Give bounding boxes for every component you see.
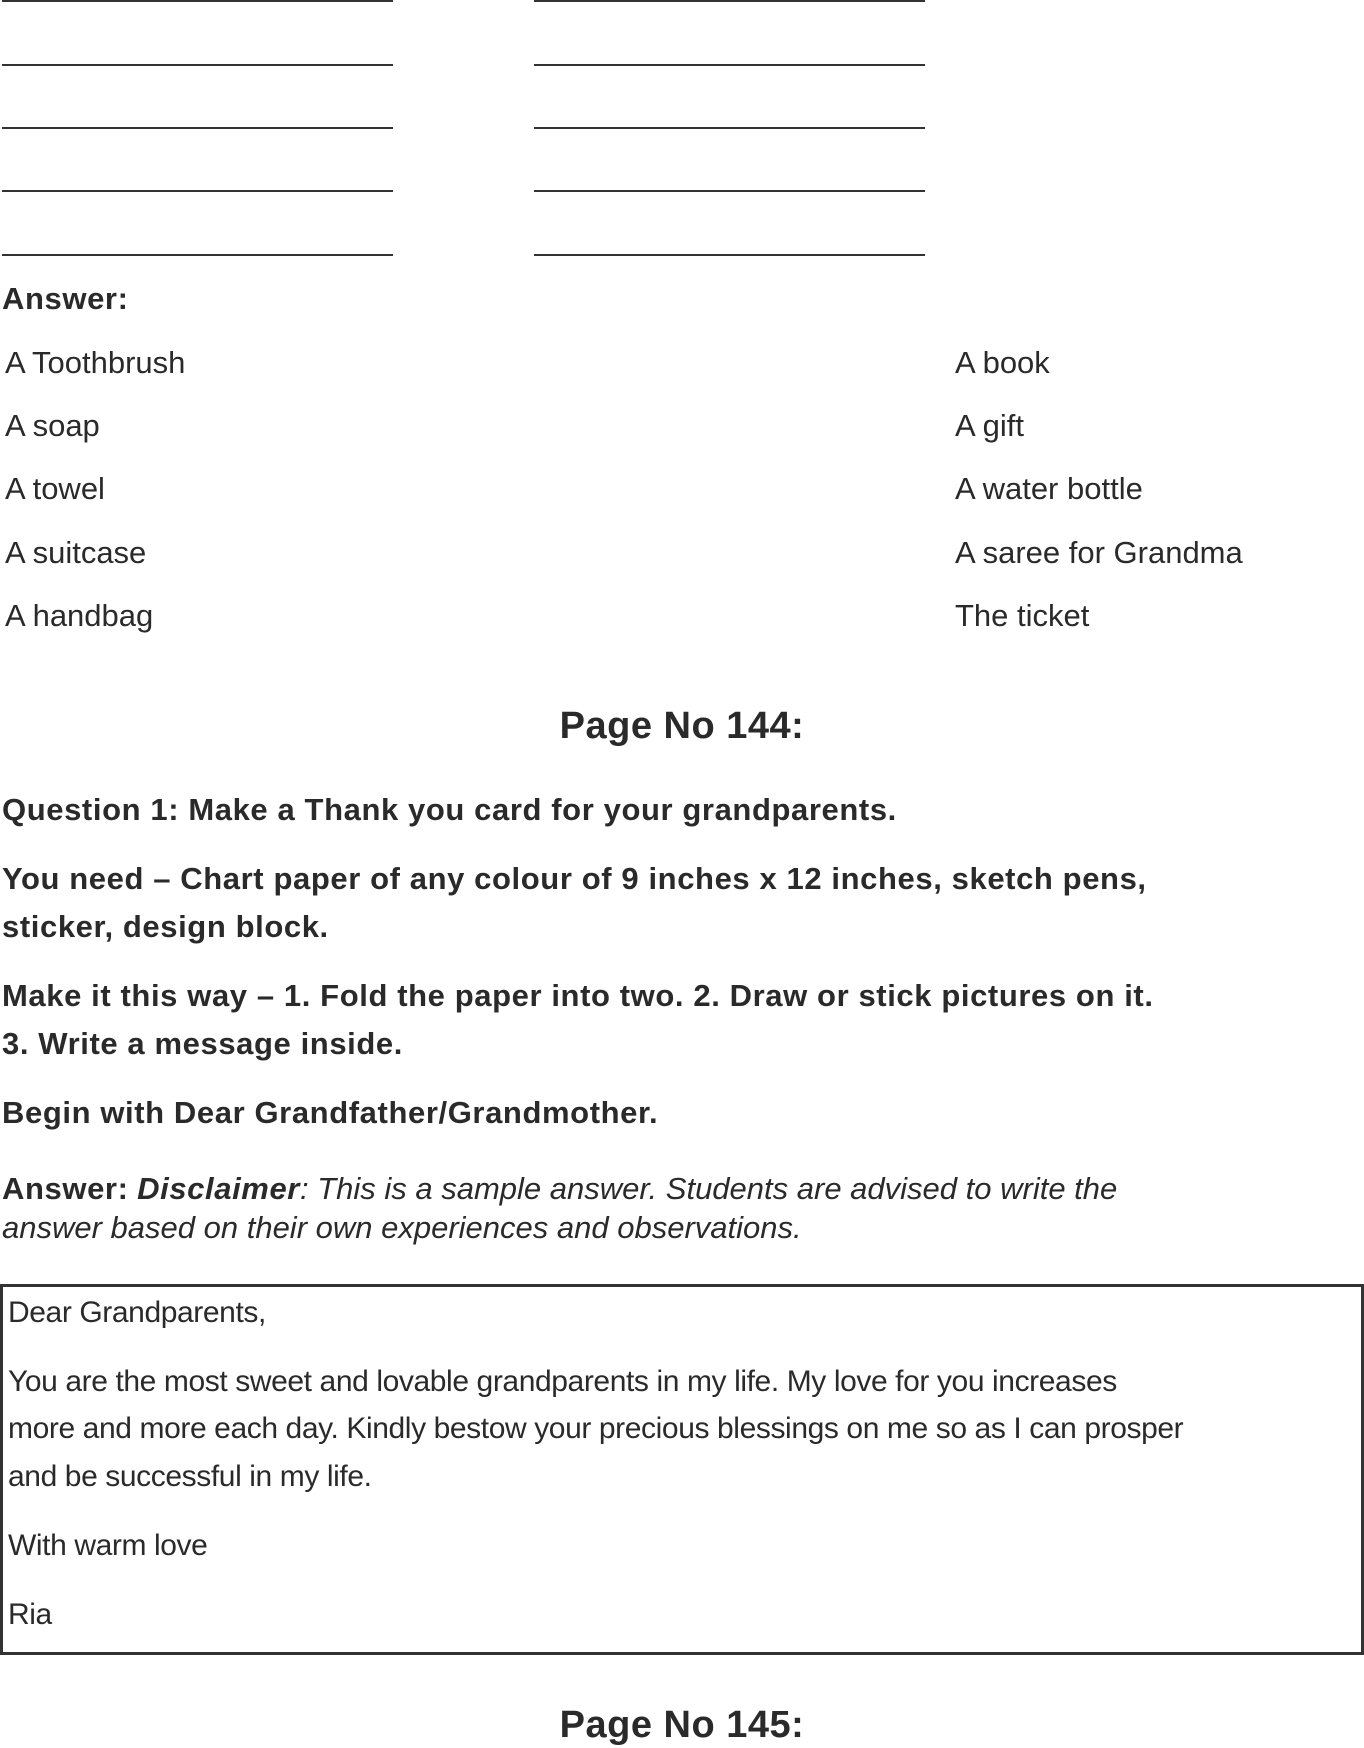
you-need-line-2: sticker, design block. [2,909,329,944]
list-item: A gift [955,408,1024,443]
make-it-line-2: 3. Write a message inside. [2,1026,403,1061]
blank-line [534,64,925,66]
begin-with: Begin with Dear Grandfather/Grandmother. [2,1095,659,1130]
letter-body-line: and be successful in my life. [8,1460,372,1493]
list-item: The ticket [955,598,1090,633]
page-145-heading: Page No 145: [559,1704,805,1746]
blank-line [2,0,393,2]
blank-line [534,127,925,129]
list-item: A soap [5,408,100,443]
list-item: A handbag [5,598,154,633]
blank-line [534,190,925,192]
list-item: A book [955,345,1050,380]
letter-body-line: You are the most sweet and lovable grandparents in my life. My love for you increases [8,1365,1117,1398]
letter-signature: Ria [8,1598,52,1631]
list-item: A suitcase [5,535,147,570]
answer-label: Answer: [2,281,129,316]
blank-line [534,254,925,256]
blank-line [2,64,393,66]
disclaimer-label: Disclaimer [137,1171,300,1206]
list-item: A Toothbrush [5,345,186,380]
disclaimer-text-line-2: answer based on their own experiences and observations. [2,1210,802,1245]
list-item: A water bottle [955,471,1143,506]
list-item: A saree for Grandma [955,535,1243,570]
make-it-line-1: Make it this way – 1. Fold the paper into two. 2. Draw or stick pictures on it. [2,978,1154,1013]
page-144-heading: Page No 144: [559,705,805,747]
question-1: Question 1: Make a Thank you card for your grandparents. [2,792,897,827]
letter-body-line: more and more each day. Kindly bestow your precious blessings on me so as I can prosper [8,1412,1184,1445]
blank-line [2,254,393,256]
list-item: A towel [5,471,105,506]
blank-line [2,127,393,129]
blank-line [2,190,393,192]
you-need-line-1: You need – Chart paper of any colour of 9 inches x 12 inches, sketch pens, [2,861,1147,896]
letter-salutation: Dear Grandparents, [8,1296,266,1329]
disclaimer-text: : This is a sample answer. Students are advised to write the [299,1171,1118,1206]
blank-line [534,0,925,2]
answer-label: Answer: [2,1171,129,1206]
letter-closing: With warm love [8,1529,208,1562]
sample-letter-box [0,1284,1364,1655]
answer-disclaimer-line-1 [2,1173,1117,1204]
